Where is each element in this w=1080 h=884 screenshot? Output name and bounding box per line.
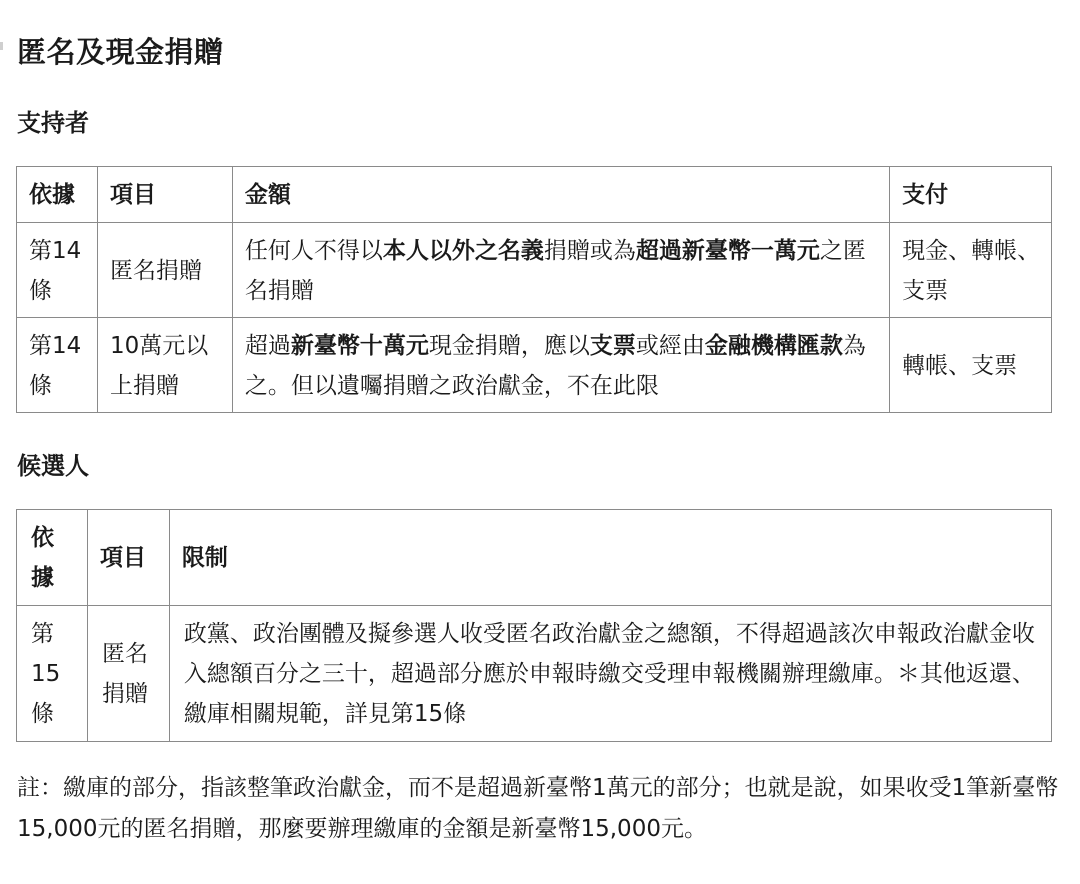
amount-text-bold: 本人以外之名義 <box>382 237 544 264</box>
table-row <box>17 318 1052 413</box>
candidates-table <box>16 509 1052 742</box>
amount-text-bold: 支票 <box>589 332 636 359</box>
column-header-basis: 依據 <box>17 167 98 223</box>
section-heading-candidates: 候選人 <box>17 452 89 480</box>
column-header-item: 項目 <box>97 167 232 223</box>
amount-text-part: 現金捐贈，應以 <box>428 332 590 359</box>
column-header-payment: 支付 <box>890 167 1052 223</box>
column-header-limit: 限制 <box>169 510 1051 606</box>
cell-basis: 第15條 <box>17 606 88 742</box>
column-header-item: 項目 <box>87 510 169 606</box>
table-header-row <box>17 167 1052 223</box>
amount-text-part: 捐贈或為 <box>543 237 636 264</box>
column-header-basis: 依據 <box>17 510 88 606</box>
column-header-amount: 金額 <box>232 167 889 223</box>
cell-payment: 轉帳、支票 <box>890 318 1052 413</box>
amount-text-bold: 金融機構匯款 <box>704 332 843 359</box>
cell-item: 10萬元以上捐贈 <box>97 318 232 413</box>
table-row <box>17 606 1052 742</box>
supporters-table <box>16 166 1052 413</box>
cell-payment: 現金、轉帳、支票 <box>890 223 1052 318</box>
amount-text-bold: 新臺幣十萬元 <box>290 332 429 359</box>
cell-limit: 政黨、政治團體及擬參選人收受匿名政治獻金之總額，不得超過該次申報政治獻金收入總額百分之三十，超過部分應於申報時繳交受理申報機關辦理繳庫。＊其他返還、繳庫相關規範，詳見第15條 <box>169 606 1051 742</box>
amount-text-part: 任何人不得以 <box>244 237 383 264</box>
amount-text-bold: 超過新臺幣一萬元 <box>635 237 820 264</box>
amount-text-part: 或經由 <box>635 332 705 359</box>
cell-basis: 第14條 <box>17 318 98 413</box>
amount-text-part: 之匿名捐贈 <box>244 237 866 304</box>
amount-text-part: 為之。但以遺囑捐贈之政治獻金，不在此限 <box>244 332 866 399</box>
cell-amount <box>232 223 889 318</box>
cell-item: 匿名捐贈 <box>97 223 232 318</box>
page-title: 匿名及現金捐贈 <box>17 35 224 69</box>
cell-basis: 第14條 <box>17 223 98 318</box>
table-row <box>17 223 1052 318</box>
table-header-row <box>17 510 1052 606</box>
edge-marker <box>0 42 3 50</box>
cell-amount <box>232 318 889 413</box>
cell-item: 匿名捐贈 <box>87 606 169 742</box>
section-heading-supporters: 支持者 <box>17 109 89 137</box>
amount-text-part: 超過 <box>244 332 291 359</box>
footnote: 註：繳庫的部分，指該整筆政治獻金，而不是超過新臺幣1萬元的部分；也就是說，如果收受1筆新臺幣15,000元的匿名捐贈，那麼要辦理繳庫的金額是新臺幣15,000元。 <box>17 775 1059 842</box>
